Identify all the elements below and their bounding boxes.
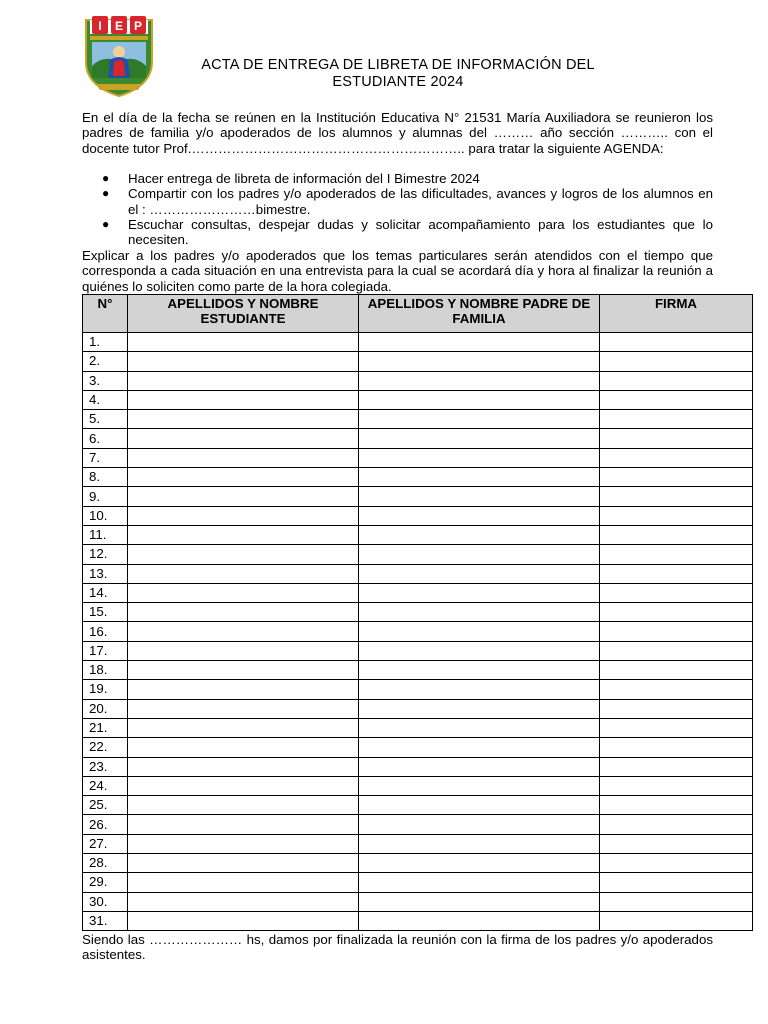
parent-name-cell[interactable] [359, 796, 600, 815]
parent-name-cell[interactable] [359, 622, 600, 641]
signature-cell[interactable] [600, 641, 753, 660]
student-name-cell[interactable] [128, 506, 359, 525]
parent-name-cell[interactable] [359, 757, 600, 776]
table-row [83, 796, 753, 815]
table-row [83, 603, 753, 622]
signature-cell[interactable] [600, 738, 753, 757]
row-number: 24. [83, 776, 128, 795]
table-row [83, 429, 753, 448]
table-row [83, 834, 753, 853]
student-name-cell[interactable] [128, 603, 359, 622]
closing-paragraph: Siendo las ………………… hs, damos por finalizada la reunión con la firma de los padres y/o apoderados asistentes. [82, 932, 713, 963]
row-number: 8. [83, 468, 128, 487]
student-name-cell[interactable] [128, 718, 359, 737]
student-name-cell[interactable] [128, 352, 359, 371]
parent-name-cell[interactable] [359, 583, 600, 602]
table-row [83, 873, 753, 892]
student-name-cell[interactable] [128, 776, 359, 795]
signature-cell[interactable] [600, 506, 753, 525]
student-name-cell[interactable] [128, 911, 359, 930]
signature-cell[interactable] [600, 757, 753, 776]
parent-name-cell[interactable] [359, 487, 600, 506]
student-name-cell[interactable] [128, 564, 359, 583]
student-name-cell[interactable] [128, 583, 359, 602]
svg-text:I: I [98, 19, 102, 33]
parent-name-cell[interactable] [359, 776, 600, 795]
table-header-row [83, 295, 753, 333]
parent-name-cell[interactable] [359, 603, 600, 622]
bullet-icon: ● [102, 186, 110, 201]
student-name-cell[interactable] [128, 487, 359, 506]
student-name-cell[interactable] [128, 680, 359, 699]
parent-name-cell[interactable] [359, 352, 600, 371]
row-number: 15. [83, 603, 128, 622]
student-name-cell[interactable] [128, 525, 359, 544]
signature-cell[interactable] [600, 583, 753, 602]
agenda-item [82, 171, 713, 186]
student-name-cell[interactable] [128, 468, 359, 487]
signature-cell[interactable] [600, 661, 753, 680]
title-line-2: ESTUDIANTE 2024 [332, 74, 464, 90]
table-row [83, 371, 753, 390]
table-row [83, 525, 753, 544]
signature-cell[interactable] [600, 390, 753, 409]
agenda-item-text: Escuchar consultas, despejar dudas y solicitar acompañamiento para los estudiantes que lo necesiten. [128, 216, 713, 248]
student-name-cell[interactable] [128, 815, 359, 834]
signature-cell[interactable] [600, 603, 753, 622]
table-row [83, 506, 753, 525]
document-title [160, 57, 636, 91]
bullet-icon: ● [102, 216, 110, 231]
student-name-cell[interactable] [128, 410, 359, 429]
table-row [83, 699, 753, 718]
parent-name-cell[interactable] [359, 718, 600, 737]
row-number: 6. [83, 429, 128, 448]
explanation-paragraph: Explicar a los padres y/o apoderados que los temas particulares serán atendidos con el tiempo que corresponda a cada situación en una entrevista para la cual se acordará día y hora al finalizar la reunión a quiénes lo soliciten como parte de la hora colegiada. [82, 248, 713, 294]
row-number: 3. [83, 371, 128, 390]
row-number: 30. [83, 892, 128, 911]
row-number: 11. [83, 525, 128, 544]
signature-cell[interactable] [600, 487, 753, 506]
row-number: 22. [83, 738, 128, 757]
agenda-list [82, 171, 713, 247]
row-number: 12. [83, 545, 128, 564]
signature-cell[interactable] [600, 796, 753, 815]
row-number: 31. [83, 911, 128, 930]
agenda-item-text: Hacer entrega de libreta de información del I Bimestre 2024 [128, 171, 480, 186]
parent-name-cell[interactable] [359, 448, 600, 467]
table-row [83, 333, 753, 352]
agenda-item-text: Compartir con los padres y/o apoderados de las dificultades, avances y logros de los alumnos en el : ……………………bimestre. [128, 186, 713, 217]
parent-name-cell[interactable] [359, 699, 600, 718]
table-row [83, 468, 753, 487]
student-name-cell[interactable] [128, 873, 359, 892]
crest-icon [82, 14, 156, 98]
student-name-cell[interactable] [128, 738, 359, 757]
table-row [83, 718, 753, 737]
signature-cell[interactable] [600, 680, 753, 699]
signature-cell[interactable] [600, 371, 753, 390]
row-number: 21. [83, 718, 128, 737]
table-row [83, 622, 753, 641]
signature-cell[interactable] [600, 815, 753, 834]
parent-name-cell[interactable] [359, 525, 600, 544]
table-row [83, 815, 753, 834]
signature-cell[interactable] [600, 776, 753, 795]
row-number: 7. [83, 448, 128, 467]
table-row [83, 564, 753, 583]
parent-name-cell[interactable] [359, 738, 600, 757]
signature-cell[interactable] [600, 352, 753, 371]
parent-name-cell[interactable] [359, 468, 600, 487]
parent-name-cell[interactable] [359, 911, 600, 930]
row-number: 28. [83, 854, 128, 873]
table-row [83, 661, 753, 680]
parent-name-cell[interactable] [359, 410, 600, 429]
table-row [83, 776, 753, 795]
row-number: 25. [83, 796, 128, 815]
signature-cell[interactable] [600, 834, 753, 853]
row-number: 13. [83, 564, 128, 583]
parent-name-cell[interactable] [359, 564, 600, 583]
student-name-cell[interactable] [128, 429, 359, 448]
table-row [83, 487, 753, 506]
header-signature: FIRMA [600, 295, 753, 333]
row-number: 4. [83, 390, 128, 409]
header-parent-name: APELLIDOS Y NOMBRE PADRE DE FAMILIA [359, 295, 600, 333]
svg-text:E: E [114, 19, 124, 33]
student-name-cell[interactable] [128, 699, 359, 718]
row-number: 9. [83, 487, 128, 506]
row-number: 2. [83, 352, 128, 371]
signature-cell[interactable] [600, 545, 753, 564]
row-number: 19. [83, 680, 128, 699]
parent-name-cell[interactable] [359, 815, 600, 834]
table-row [83, 892, 753, 911]
parent-name-cell[interactable] [359, 641, 600, 660]
student-name-cell[interactable] [128, 641, 359, 660]
row-number: 23. [83, 757, 128, 776]
row-number: 5. [83, 410, 128, 429]
student-name-cell[interactable] [128, 892, 359, 911]
signature-cell[interactable] [600, 333, 753, 352]
parent-name-cell[interactable] [359, 333, 600, 352]
table-row [83, 390, 753, 409]
parent-name-cell[interactable] [359, 545, 600, 564]
title-line-1: ACTA DE ENTREGA DE LIBRETA DE INFORMACIÓN DEL [201, 57, 595, 73]
student-name-cell[interactable] [128, 448, 359, 467]
signature-cell[interactable] [600, 699, 753, 718]
row-number: 1. [83, 333, 128, 352]
parent-name-cell[interactable] [359, 390, 600, 409]
student-name-cell[interactable] [128, 371, 359, 390]
parent-name-cell[interactable] [359, 506, 600, 525]
attendance-table [82, 294, 753, 931]
table-row [83, 545, 753, 564]
table-row [83, 641, 753, 660]
signature-cell[interactable] [600, 468, 753, 487]
table-row [83, 854, 753, 873]
row-number: 26. [83, 815, 128, 834]
agenda-item [82, 217, 713, 248]
parent-name-cell[interactable] [359, 873, 600, 892]
row-number: 17. [83, 641, 128, 660]
row-number: 27. [83, 834, 128, 853]
student-name-cell[interactable] [128, 390, 359, 409]
table-row [83, 352, 753, 371]
row-number: 10. [83, 506, 128, 525]
table-row [83, 583, 753, 602]
intro-paragraph: En el día de la fecha se reúnen en la Institución Educativa N° 21531 María Auxiliadora se reunieron los padres de familia y/o apoderados de los alumnos y alumnas del ……… año sección ……….. con el docente tutor Prof.…………………………………………………….. para tratar la siguiente AGENDA: [82, 110, 713, 156]
table-row [83, 410, 753, 429]
parent-name-cell[interactable] [359, 429, 600, 448]
parent-name-cell[interactable] [359, 661, 600, 680]
parent-name-cell[interactable] [359, 892, 600, 911]
signature-cell[interactable] [600, 873, 753, 892]
row-number: 16. [83, 622, 128, 641]
student-name-cell[interactable] [128, 757, 359, 776]
signature-cell[interactable] [600, 525, 753, 544]
parent-name-cell[interactable] [359, 371, 600, 390]
student-name-cell[interactable] [128, 796, 359, 815]
header-student-name: APELLIDOS Y NOMBRE ESTUDIANTE [128, 295, 359, 333]
table-row [83, 911, 753, 930]
table-body [83, 333, 753, 931]
row-number: 18. [83, 661, 128, 680]
parent-name-cell[interactable] [359, 834, 600, 853]
student-name-cell[interactable] [128, 333, 359, 352]
table-row [83, 757, 753, 776]
parent-name-cell[interactable] [359, 854, 600, 873]
signature-cell[interactable] [600, 429, 753, 448]
school-crest-logo [82, 14, 156, 98]
signature-cell[interactable] [600, 622, 753, 641]
row-number: 29. [83, 873, 128, 892]
student-name-cell[interactable] [128, 545, 359, 564]
agenda-item [82, 186, 713, 217]
signature-cell[interactable] [600, 564, 753, 583]
signature-cell[interactable] [600, 892, 753, 911]
signature-cell[interactable] [600, 448, 753, 467]
signature-cell[interactable] [600, 854, 753, 873]
student-name-cell[interactable] [128, 834, 359, 853]
row-number: 20. [83, 699, 128, 718]
bullet-icon: ● [102, 171, 110, 185]
row-number: 14. [83, 583, 128, 602]
signature-cell[interactable] [600, 911, 753, 930]
svg-text:P: P [133, 19, 143, 33]
parent-name-cell[interactable] [359, 680, 600, 699]
signature-cell[interactable] [600, 718, 753, 737]
header-number: N° [83, 295, 128, 333]
signature-cell[interactable] [600, 410, 753, 429]
student-name-cell[interactable] [128, 661, 359, 680]
table-row [83, 448, 753, 467]
table-row [83, 738, 753, 757]
student-name-cell[interactable] [128, 622, 359, 641]
table-row [83, 680, 753, 699]
student-name-cell[interactable] [128, 854, 359, 873]
